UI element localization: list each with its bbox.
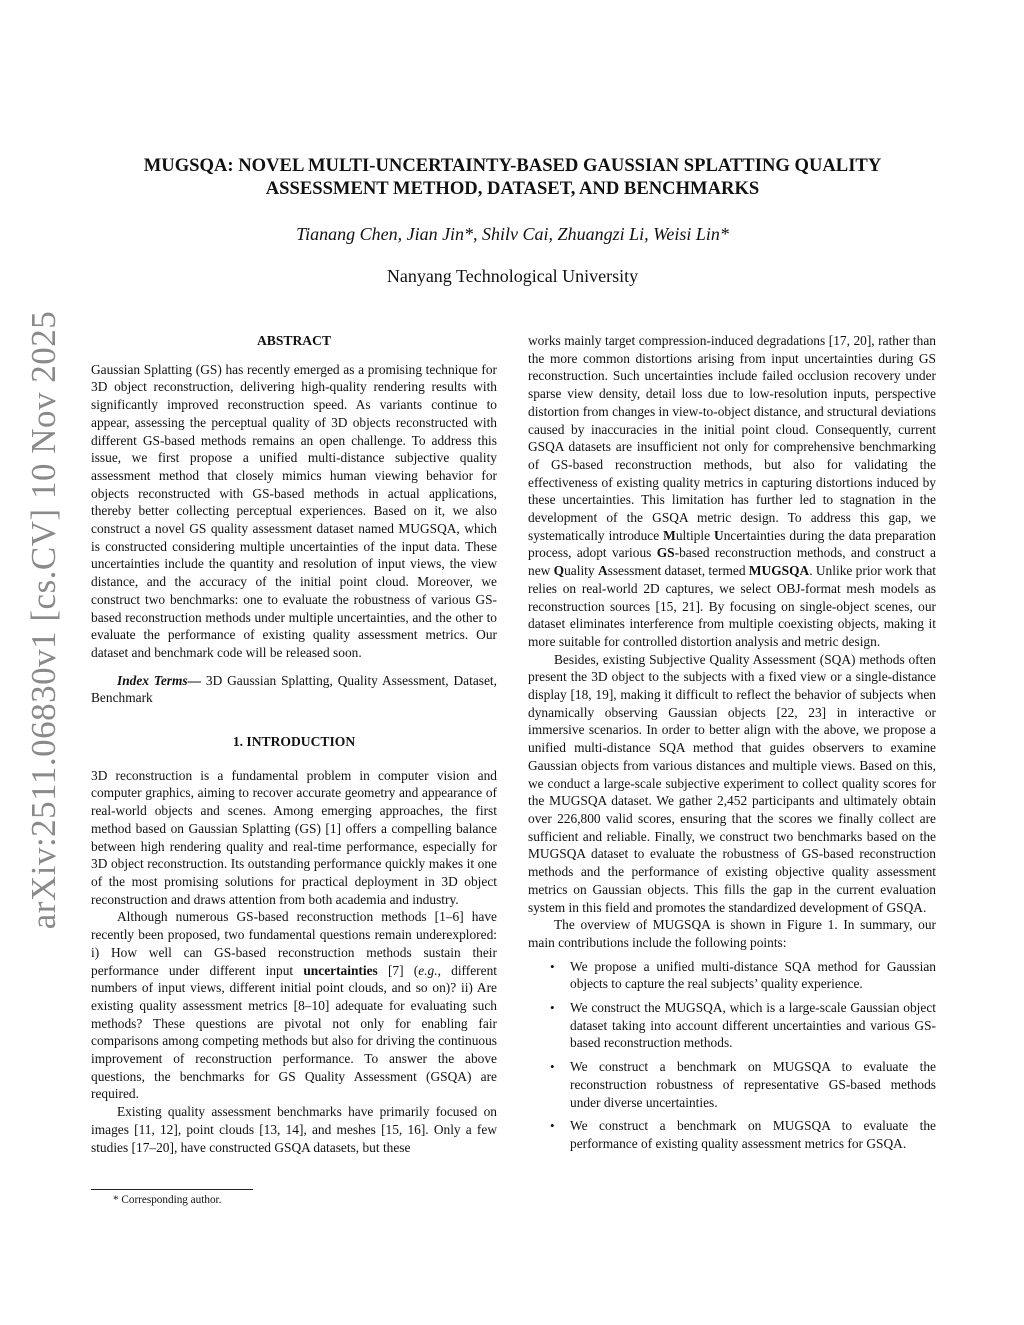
- right-column: [528, 332, 936, 1159]
- contribution-text: We propose a unified multi-distance SQA method for Gaussian objects to capture the real subjects’ quality experience.: [570, 958, 936, 992]
- intro-p4-bold-gs: GS: [656, 545, 675, 561]
- intro-p4-text-ultiple: ultiple: [675, 527, 715, 543]
- footnote-divider: [91, 1189, 253, 1190]
- intro-p4-text-uality: uality: [564, 563, 598, 579]
- title-line-2: ASSESSMENT METHOD, DATASET, AND BENCHMARKS: [265, 178, 760, 199]
- intro-p4-bold-m: M: [663, 527, 676, 543]
- intro-paragraph-4: [528, 332, 936, 651]
- intro-p4-bold-a: A: [597, 563, 608, 579]
- intro-paragraph-3: Existing quality assessment benchmarks have primarily focused on images [11, 12], point clouds [13, 14], and meshes [15, 16]. Only a few studies [17–20], have constructed GSQA datasets, but these: [91, 1104, 497, 1155]
- footnote: * Corresponding author.: [113, 1194, 222, 1206]
- intro-p2-emphasis: uncertainties: [303, 962, 378, 978]
- bullet-icon: •: [550, 958, 555, 974]
- intro-p4-text-ssess: ssessment dataset, termed: [607, 563, 749, 579]
- arxiv-identifier: arXiv:2511.06830v1 [cs.CV] 10 Nov 2025: [24, 310, 63, 930]
- paper-title: [100, 154, 925, 200]
- title-line-1: MUGSQA: NOVEL MULTI-UNCERTAINTY-BASED GAUSSIAN SPLATTING QUALITY: [143, 155, 882, 176]
- intro-p4-text-rest: . Unlike prior work that relies on real-world 2D captures, we select OBJ-format mesh models as reconstruction sources [15, 21]. By focusing on single-object scenes, our dataset eliminates interference from multiple coexisting objects, making it more suitable for controlled distortion analysis and metric design.: [528, 563, 936, 649]
- abstract-heading: ABSTRACT: [256, 333, 332, 348]
- author-list: Tianang Chen, Jian Jin*, Shilv Cai, Zhuangzi Li, Weisi Lin*: [296, 224, 729, 244]
- intro-p4-text-a: works mainly target compression-induced degradations [17, 20], rather than the more common distortions arising from input uncertainties during GS reconstruction. Such uncertainties include failed occlusion recovery under sparse view density, detail loss due to low-resolution inputs, perspective distortion from changes in view-to-object distance, and structural deviations caused by inaccuracies in the initial point cloud. Consequently, current GSQA datasets are insufficient not only for comprehensive benchmarking of GS-based reconstruction methods, but also for validating the effectiveness of existing quality metrics in capturing distortions induced by these uncertainties. This limitation has further led to stagnation in the development of the GSQA metric design. To address this gap, we systematically introduce: [528, 333, 936, 543]
- index-terms: [91, 672, 497, 707]
- bullet-icon: •: [550, 1118, 555, 1134]
- contribution-text: We construct the MUGSQA, which is a large-scale Gaussian object dataset taking into account different uncertainties and various GS-based reconstruction methods.: [570, 1000, 936, 1051]
- list-item: [528, 1117, 936, 1152]
- list-item: [528, 999, 936, 1052]
- index-terms-label: Index Terms—: [117, 672, 201, 688]
- bullet-icon: •: [550, 1059, 555, 1075]
- intro-p2-text-c: different numbers of input views, different initial point clouds, and so on)? ii) Are existing quality assessment metrics [8–10] adequate for evaluating such methods? These questions are pivotal not only for enabling fair comparisons among competing methods but also for driving the continuous improvement of reconstruction performance. To answer the above questions, the benchmarks for GS Quality Assessment (GSQA) are required.: [91, 962, 497, 1102]
- bullet-icon: •: [550, 1000, 555, 1016]
- index-terms-text: 3D Gaussian Splatting, Quality Assessment, Dataset, Benchmark: [91, 672, 497, 706]
- intro-p4-bold-u: U: [714, 527, 724, 543]
- list-item: [528, 1058, 936, 1111]
- intro-p2-text-b: [7] (: [377, 962, 419, 978]
- intro-paragraph-2: [91, 908, 497, 1103]
- intro-paragraph-5: Besides, existing Subjective Quality Assessment (SQA) methods often present the 3D object to the subjects with a fixed view or a single-distance display [18, 19], making it difficult to reflect the behavior of subjects when dynamically observing Gaussian objects [22, 23] in interactive or immersive scenarios. In order to better align with the above, we propose a unified multi-distance SQA method that guides observers to examine Gaussian objects from various distances and multiple views. Based on this, we conduct a large-scale subjective experiment to collect quality scores for the MUGSQA dataset. We gather 2,452 participants and ultimately obtain over 226,800 valid scores, ensuring that the scores we finally collect are sufficient and reliable. Finally, we construct two benchmarks based on the MUGSQA dataset to evaluate the robustness of GS-based reconstruction methods and the performance of existing objective quality assessment metrics on Gaussian objects. This fills the gap in the current evaluation system in this field and promotes the standardized development of GSQA.: [528, 651, 936, 915]
- abstract-text: Gaussian Splatting (GS) has recently emerged as a promising technique for 3D object reconstruction, delivering high-quality rendering results with significantly improved reconstruction speed. As variants continue to appear, assessing the perceptual quality of 3D objects reconstructed with different GS-based methods remains an open challenge. To address this issue, we first propose a unified multi-distance subjective quality assessment method that closely mimics human viewing behavior for objects reconstructed with GS-based methods in actual applications, thereby better collecting perceptual experiences. Based on it, we also construct a novel GS quality assessment dataset named MUGSQA, which is constructed considering multiple uncertainties of the input data. These uncertainties include the quantity and resolution of input views, the view distance, and the accuracy of the initial point cloud. Moreover, we construct two benchmarks: one to evaluate the robustness of various GS-based reconstruction methods under multiple uncertainties, and the other to evaluate the performance of existing quality assessment metrics. Our dataset and benchmark code will be released soon.: [91, 361, 497, 660]
- intro-p2-text-a: Although numerous GS-based reconstruction methods [1–6] have recently been proposed, two fundamental questions remain underexplored: i) How well can GS-based reconstruction methods sustain their performance under different input: [91, 909, 497, 978]
- list-item: [528, 958, 936, 993]
- contribution-text: We construct a benchmark on MUGSQA to evaluate the reconstruction robustness of representative GS-based methods under diverse uncertainties.: [570, 1059, 936, 1110]
- introduction-heading: 1. INTRODUCTION: [232, 734, 356, 750]
- intro-paragraph-6: The overview of MUGSQA is shown in Figure 1. In summary, our main contributions include the following points:: [528, 917, 936, 950]
- intro-paragraph-1: 3D reconstruction is a fundamental problem in computer vision and computer graphics, aiming to recover accurate geometry and appearance of real-world objects and scenes. Among emerging approaches, the first method based on Gaussian Splatting (GS) [1] offers a compelling balance between high rendering quality and real-time performance, especially for 3D object reconstruction. Its outstanding performance quickly makes it one of the most promising solutions for practical deployment in 3D object reconstruction and draws attention from both academia and industry.: [91, 767, 497, 907]
- contribution-list: [528, 958, 936, 1153]
- intro-p2-eg: e.g.,: [418, 962, 441, 978]
- left-column: [91, 332, 497, 1156]
- affiliation: Nanyang Technological University: [386, 266, 639, 286]
- intro-p4-text-based: -based reconstruction methods, and construct a new: [528, 545, 936, 579]
- intro-p4-bold-q: Q: [553, 563, 565, 579]
- intro-p4-text-ncert: ncertainties during the data preparation process, adopt various: [528, 527, 936, 561]
- contribution-text: We construct a benchmark on MUGSQA to evaluate the performance of existing quality assessment metrics for GSQA.: [570, 1118, 936, 1151]
- intro-p4-bold-mugsqa: MUGSQA: [748, 563, 810, 579]
